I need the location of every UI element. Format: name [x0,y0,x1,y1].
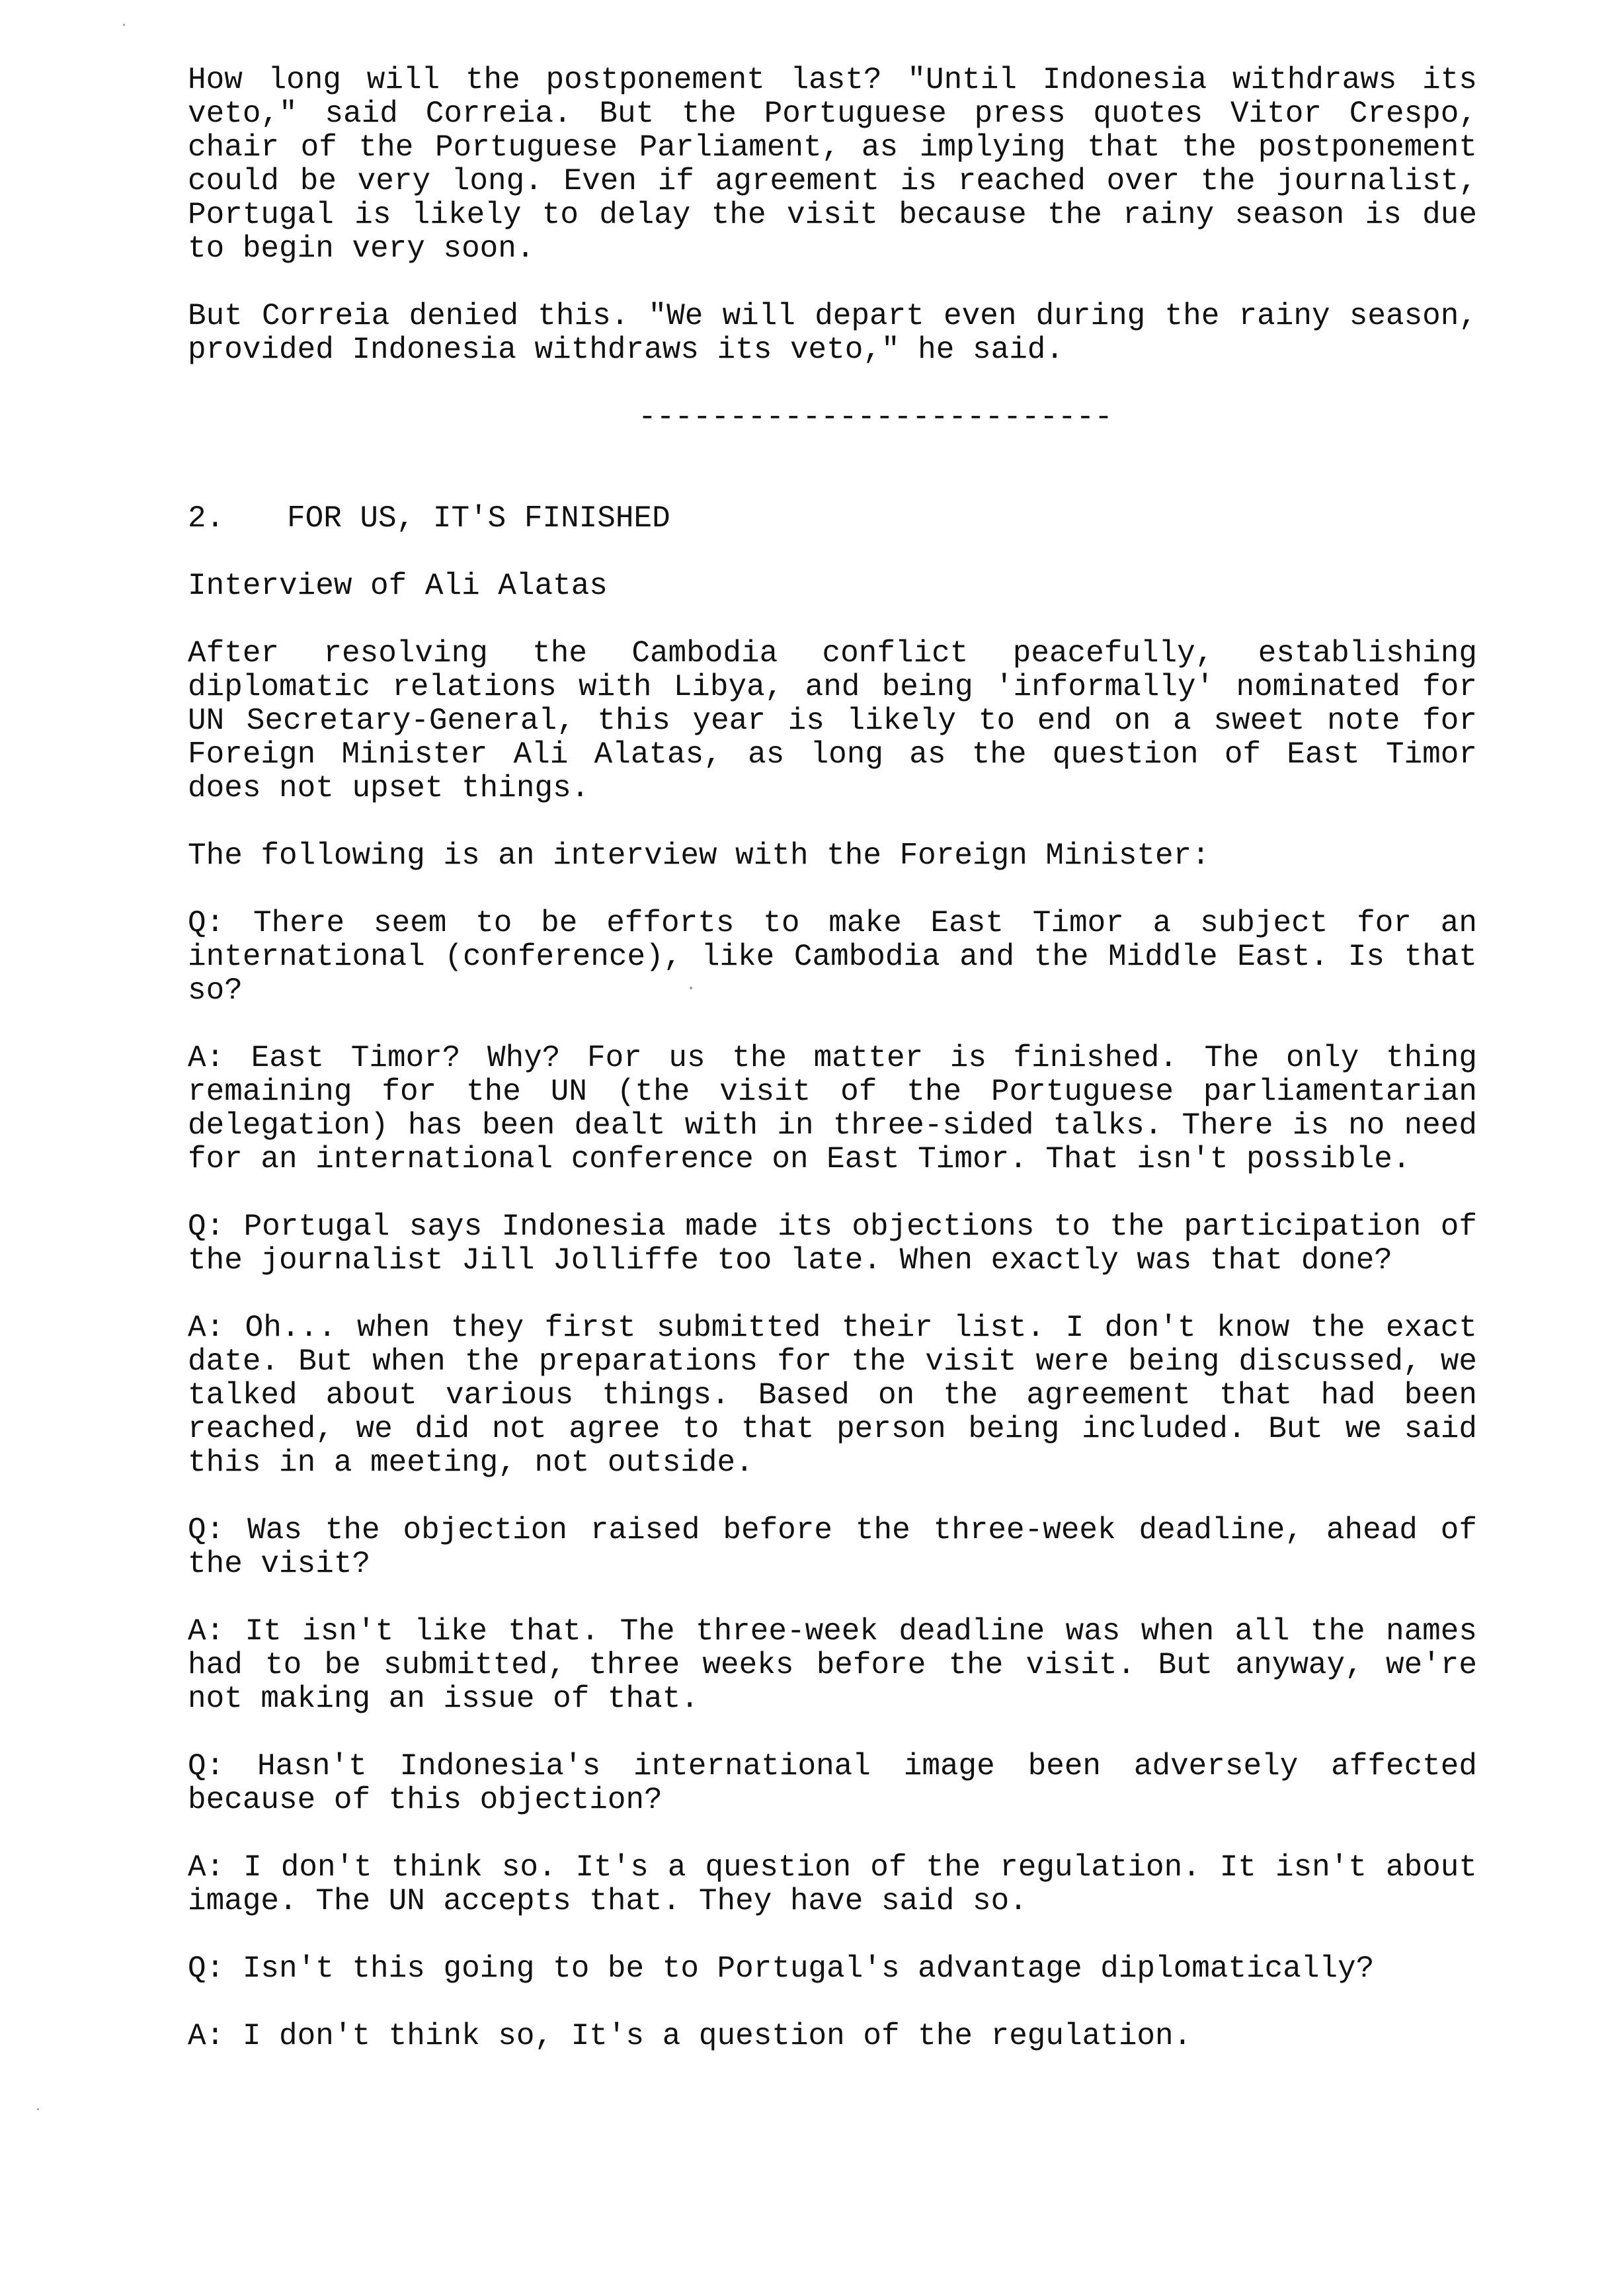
intro-paragraph: The following is an interview with the Foreign Minister: [188,839,1210,873]
question-paragraph: Q: Isn't this going to be to Portugal's advantage diplomatically? [188,1951,1375,1986]
paragraph-correia-denial: But Correia denied this. "We will depart even during the rainy season, provided Indonesia withdraws its veto," he said. [188,299,1477,367]
paragraph-postponement: How long will the postponement last? "Until Indonesia withdraws its veto," said Correia. But the Portuguese press quotes Vitor Crespo, chair of the Portuguese Parliament, as implying that the postponement could be very long. Even if agreement is reached over the journalist, Portugal is likely to delay the visit because the rainy season is due to begin very soon. [188,63,1477,266]
section-subtitle: Interview of Ali Alatas [188,569,608,603]
question-paragraph: Q: Hasn't Indonesia's international image been adversely affected because of this objection? [188,1749,1477,1817]
answer-paragraph: A: East Timor? Why? For us the matter is finished. The only thing remaining for the UN (the visit of the Portuguese parliamentarian delegation) has been dealt with in three-sided talks. There is no need for an international conference on East Timor. That isn't possible. [188,1041,1477,1176]
scan-speck [37,2108,39,2110]
question-paragraph: Q: Portugal says Indonesia made its objections to the participation of the journalist Jill Jolliffe too late. When exactly was that done? [188,1210,1477,1278]
answer-paragraph: A: It isn't like that. The three-week deadline was when all the names had to be submitted, three weeks before the visit. But anyway, we're not making an issue of that. [188,1614,1477,1716]
section-separator: -------------------------- [638,400,1113,434]
answer-paragraph: A: I don't think so, It's a question of the regulation. [188,2019,1192,2053]
scan-speck [123,24,125,26]
answer-paragraph: A: I don't think so. It's a question of the regulation. It isn't about image. The UN accepts that. They have said so. [188,1850,1477,1918]
question-paragraph: Q: Was the objection raised before the three-week deadline, ahead of the visit? [188,1513,1477,1581]
answer-paragraph: A: Oh... when they first submitted their list. I don't know the exact date. But when the preparations for the visit were being discussed, we talked about various things. Based on the agreement that had been reached, we did not agree to that person being included. But we said this in a meeting, not outside. [188,1311,1477,1480]
document-page [188,63,1477,2087]
section-title: FOR US, IT'S FINISHED [287,501,670,536]
intro-paragraph: After resolving the Cambodia conflict peacefully, establishing diplomatic relations with Libya, and being 'informally' nominated for UN Secretary-General, this year is likely to end on a sweet note for Foreign Minister Ali Alatas, as long as the question of East Timor does not upset things. [188,636,1477,805]
section-heading [188,502,1477,536]
section-number: 2. [188,501,225,536]
question-paragraph: Q: There seem to be efforts to make East Timor a subject for an international (conference), like Cambodia and the Middle East. Is that so? [188,906,1477,1008]
